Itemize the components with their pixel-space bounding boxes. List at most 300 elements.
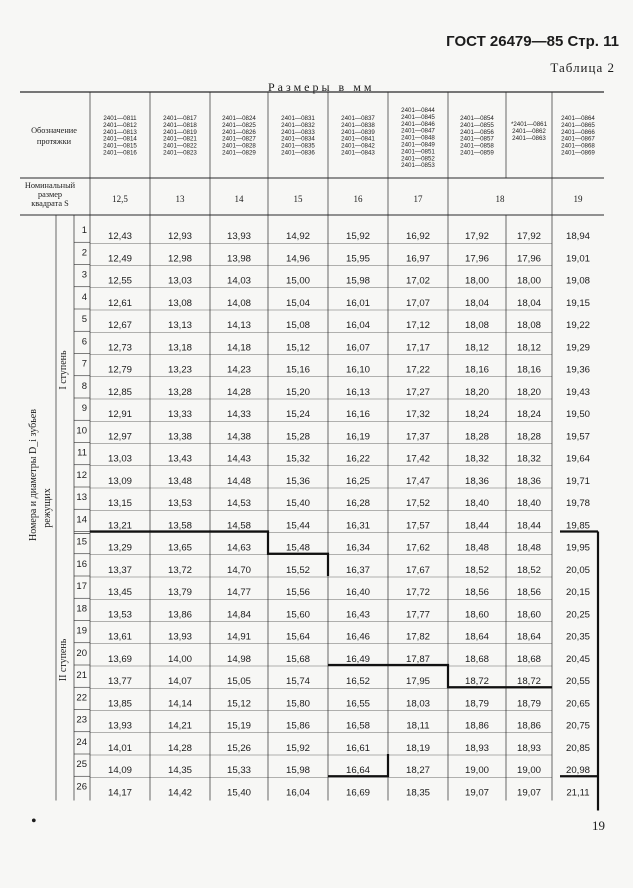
column-code: 2401—0848 <box>401 134 435 142</box>
column-code: 2401—0814 <box>103 135 137 143</box>
label-nominal-line2: размер <box>37 190 63 199</box>
label-nominal-line1: Номинальный <box>24 181 76 190</box>
cell-value: 15,19 <box>226 720 252 732</box>
cell-value: 17,42 <box>405 453 431 465</box>
cell-value: 16,92 <box>405 231 431 242</box>
column-code: 2401—0829 <box>222 149 256 157</box>
row-index: 14 <box>76 514 87 526</box>
cell-value: 18,36 <box>516 475 542 487</box>
column-code: 2401—0843 <box>341 149 375 157</box>
row-index: 3 <box>81 269 87 281</box>
cell-value: 18,48 <box>464 542 490 554</box>
column-code: 2401—0822 <box>163 142 197 150</box>
cell-value: 17,77 <box>405 609 431 621</box>
table-label: Таблица 2 <box>550 60 615 75</box>
column-code: 2401—0841 <box>341 135 375 143</box>
cell-value: 18,72 <box>464 676 490 687</box>
cell-value: 18,28 <box>464 431 490 443</box>
cell-value: 18,94 <box>565 231 591 242</box>
cell-value: 13,13 <box>167 320 193 331</box>
cell-value: 16,64 <box>345 765 371 776</box>
cell-value: 14,43 <box>226 453 252 465</box>
column-code: 2401—0827 <box>222 135 256 143</box>
cell-value: 17,52 <box>405 498 431 509</box>
cell-value: 18,86 <box>464 720 490 732</box>
cell-value: 13,65 <box>167 542 193 554</box>
cell-value: 21,11 <box>566 787 590 799</box>
column-size: 17 <box>413 194 423 204</box>
cell-value: 15,95 <box>345 253 371 265</box>
cell-value: 17,87 <box>405 653 431 665</box>
row-index: 7 <box>81 358 87 370</box>
cell-value: 16,69 <box>345 787 371 799</box>
column-code: 2401—0819 <box>163 128 197 136</box>
cell-value: 13,09 <box>107 475 133 487</box>
column-code: 2401—0826 <box>222 128 256 136</box>
cell-value: 15,26 <box>226 742 252 754</box>
column-code: 2401—0844 <box>401 107 435 114</box>
cell-value: 15,08 <box>285 320 311 331</box>
cell-value: 14,07 <box>167 676 193 687</box>
cell-value: 18,48 <box>516 542 542 554</box>
cell-value: 15,52 <box>285 564 311 576</box>
cell-value: 18,24 <box>464 409 490 420</box>
cell-value: 20,45 <box>565 653 591 665</box>
cell-value: 18,03 <box>405 698 431 710</box>
cell-value: 14,17 <box>107 787 133 799</box>
row-index: 26 <box>76 781 87 793</box>
cell-value: 19,22 <box>565 320 591 331</box>
cell-value: 16,43 <box>345 609 371 621</box>
column-size: 13 <box>175 194 185 204</box>
cell-value: 14,08 <box>226 297 252 309</box>
label-cutting: режущих <box>42 488 53 528</box>
cell-value: 17,37 <box>405 431 431 443</box>
cell-value: 20,98 <box>565 765 591 776</box>
cell-value: 16,04 <box>285 787 311 799</box>
cell-value: 13,33 <box>167 409 193 420</box>
cell-value: 16,97 <box>405 253 431 265</box>
cell-value: 15,60 <box>285 609 311 621</box>
column-code: 2401—0846 <box>401 120 435 128</box>
cell-value: 16,58 <box>345 720 371 732</box>
label-tooth-numbers: Номера и диаметры D_i зубьев <box>28 409 39 541</box>
column-size: 12,5 <box>112 194 128 204</box>
cell-value: 18,40 <box>464 498 490 509</box>
cell-value: 14,33 <box>226 409 252 420</box>
cell-value: 15,24 <box>285 409 311 420</box>
cell-value: 13,03 <box>107 453 133 465</box>
cell-value: 15,98 <box>345 275 371 287</box>
cell-value: 14,58 <box>226 520 252 532</box>
cell-value: 17,62 <box>405 542 431 554</box>
cell-value: 13,29 <box>107 542 133 554</box>
cell-value: 15,12 <box>226 698 252 710</box>
cell-value: 13,58 <box>167 520 193 532</box>
cell-value: 15,98 <box>285 765 311 776</box>
cell-value: 18,68 <box>516 653 542 665</box>
label-designation-line2: протяжки <box>36 137 72 146</box>
cell-value: 13,93 <box>226 231 252 242</box>
cell-value: 13,69 <box>107 653 133 665</box>
column-code: 2401—0837 <box>341 115 375 122</box>
row-index: 4 <box>81 291 87 303</box>
column-code: 2401—0817 <box>163 115 197 122</box>
cell-value: 13,08 <box>167 297 193 309</box>
column-code: 2401—0825 <box>222 121 256 129</box>
row-index: 10 <box>76 425 87 437</box>
cell-value: 17,12 <box>405 320 431 331</box>
cell-value: 17,22 <box>405 364 431 376</box>
cell-value: 18,60 <box>464 609 490 621</box>
cell-value: 18,20 <box>516 386 542 398</box>
cell-value: 19,43 <box>565 386 591 398</box>
cell-value: 20,55 <box>565 676 591 687</box>
column-code: 2401—0863 <box>512 134 546 142</box>
column-code: 2401—0811 <box>103 115 137 122</box>
cell-value: 18,27 <box>405 765 431 776</box>
cell-value: 14,70 <box>226 564 252 576</box>
cell-value: 14,09 <box>107 765 133 776</box>
row-index: 1 <box>81 225 87 236</box>
cell-value: 16,52 <box>345 676 371 687</box>
cell-value: 14,63 <box>226 542 252 554</box>
column-code: 2401—0833 <box>281 128 315 136</box>
cell-value: 16,37 <box>345 564 371 576</box>
cell-value: 14,14 <box>167 698 193 710</box>
column-code: 2401—0839 <box>341 128 375 136</box>
cell-value: 17,07 <box>405 297 431 309</box>
column-code: 2401—0858 <box>460 142 494 150</box>
column-code: 2401—0824 <box>222 115 256 122</box>
cell-value: 15,92 <box>345 231 371 242</box>
row-index: 9 <box>81 403 87 414</box>
cell-value: 13,85 <box>107 698 133 710</box>
cell-value: 16,16 <box>345 409 371 420</box>
column-code: 2401—0818 <box>163 121 197 129</box>
cell-value: 17,82 <box>405 631 431 643</box>
cell-value: 15,33 <box>226 765 252 776</box>
row-index: 24 <box>76 736 87 748</box>
cell-value: 14,00 <box>167 653 193 665</box>
cell-value: 16,22 <box>345 453 371 465</box>
column-code: 2401—0862 <box>512 127 546 135</box>
column-code: 2401—0845 <box>401 113 435 121</box>
column-code: 2401—0842 <box>341 142 375 150</box>
row-index: 11 <box>77 447 87 459</box>
column-code: 2401—0812 <box>103 121 137 129</box>
cell-value: 18,24 <box>516 409 542 420</box>
cell-value: 12,85 <box>107 386 133 398</box>
column-code: 2401—0815 <box>103 142 137 150</box>
cell-value: 14,35 <box>167 765 193 776</box>
cell-value: 19,07 <box>464 787 490 799</box>
cell-value: 20,35 <box>565 631 591 643</box>
cell-value: 18,00 <box>516 275 542 287</box>
cell-value: 16,46 <box>345 631 371 643</box>
cell-value: 19,01 <box>565 253 591 265</box>
column-code: 2401—0823 <box>163 149 197 157</box>
cell-value: 18,28 <box>516 431 542 443</box>
cell-value: 19,29 <box>565 342 591 354</box>
column-size: 19 <box>573 194 583 204</box>
cell-value: 16,31 <box>345 520 371 532</box>
row-index: 25 <box>76 759 87 770</box>
cell-value: 15,16 <box>285 364 311 376</box>
cell-value: 14,18 <box>226 342 252 354</box>
cell-value: 14,21 <box>167 720 193 732</box>
cell-value: 19,15 <box>565 297 591 309</box>
cell-value: 14,96 <box>285 253 311 265</box>
column-code: 2401—0865 <box>561 121 595 129</box>
cell-value: 14,28 <box>226 386 252 398</box>
column-code: 2401—0836 <box>281 149 315 157</box>
cell-value: 12,97 <box>107 431 133 443</box>
cell-value: 19,50 <box>565 409 591 420</box>
cell-value: 16,01 <box>345 297 371 309</box>
column-code: 2401—0856 <box>460 128 494 136</box>
column-code: 2401—0828 <box>222 142 256 150</box>
cell-value: 14,42 <box>167 787 193 799</box>
cell-value: 15,80 <box>285 698 311 710</box>
column-code: 2401—0834 <box>281 135 315 143</box>
cell-value: 16,19 <box>345 431 371 443</box>
cell-value: 14,28 <box>167 742 193 754</box>
cell-value: 18,20 <box>464 386 490 398</box>
row-index: 15 <box>76 536 87 548</box>
cell-value: 18,08 <box>516 320 542 331</box>
row-index: 22 <box>76 692 87 704</box>
cell-value: 13,79 <box>167 587 193 598</box>
cell-value: 15,28 <box>285 431 311 443</box>
label-stage-1: I ступень <box>58 350 69 390</box>
cell-value: 16,40 <box>345 587 371 598</box>
cell-value: 16,61 <box>345 742 371 754</box>
cell-value: 13,03 <box>167 275 193 287</box>
cell-value: 17,27 <box>405 386 431 398</box>
page-number: 19 <box>592 818 605 833</box>
cell-value: 14,03 <box>226 275 252 287</box>
cell-value: 20,15 <box>565 587 591 598</box>
footer-bullet: • <box>31 813 37 830</box>
column-code: *2401—0861 <box>510 121 548 128</box>
row-index: 12 <box>76 469 87 481</box>
cell-value: 16,10 <box>345 364 371 376</box>
cell-value: 14,38 <box>226 431 252 443</box>
cell-value: 15,32 <box>285 453 311 465</box>
cell-value: 18,04 <box>516 297 542 309</box>
cell-value: 15,48 <box>285 542 311 554</box>
cell-value: 15,86 <box>285 720 311 732</box>
cell-value: 18,40 <box>516 498 542 509</box>
row-index: 6 <box>81 336 87 348</box>
column-code: 2401—0849 <box>401 141 435 149</box>
cell-value: 13,86 <box>167 609 193 621</box>
label-stage-2: II ступень <box>58 638 69 682</box>
column-code: 2401—0851 <box>401 148 435 156</box>
column-code: 2401—0859 <box>460 149 494 157</box>
row-index: 18 <box>76 603 87 615</box>
row-index: 20 <box>76 647 87 659</box>
sizes-caption: Размеры в мм <box>268 80 375 94</box>
label-nominal-line3: квадрата S <box>31 199 69 208</box>
cell-value: 17,57 <box>405 520 431 532</box>
cell-value: 18,44 <box>464 520 490 532</box>
cell-value: 18,12 <box>464 342 490 354</box>
cell-value: 18,64 <box>464 631 490 643</box>
cell-value: 18,68 <box>464 653 490 665</box>
cell-value: 13,38 <box>167 431 193 443</box>
column-code: 2401—0869 <box>561 149 595 157</box>
cell-value: 13,45 <box>107 587 133 598</box>
column-code: 2401—0855 <box>460 121 494 129</box>
column-code: 2401—0838 <box>341 121 375 129</box>
cell-value: 17,92 <box>464 231 490 242</box>
cell-value: 14,01 <box>107 742 133 754</box>
cell-value: 19,78 <box>565 498 591 509</box>
column-code: 2401—0853 <box>401 162 435 170</box>
cell-value: 13,72 <box>167 564 193 576</box>
cell-value: 14,48 <box>226 475 252 487</box>
cell-value: 15,12 <box>285 342 311 354</box>
cell-value: 15,36 <box>285 475 311 487</box>
cell-value: 16,34 <box>345 542 371 554</box>
column-size: 15 <box>293 194 303 204</box>
cell-value: 13,23 <box>167 364 193 376</box>
cell-value: 18,93 <box>464 742 490 754</box>
cell-value: 12,55 <box>107 275 133 287</box>
cell-value: 19,07 <box>516 787 542 799</box>
cell-value: 17,67 <box>405 564 431 576</box>
cell-value: 19,00 <box>464 765 490 776</box>
label-designation-line1: Обозначение <box>31 126 77 135</box>
cell-value: 16,07 <box>345 342 371 354</box>
cell-value: 15,56 <box>285 587 311 598</box>
cell-value: 17,96 <box>516 253 542 265</box>
cell-value: 14,92 <box>285 231 311 242</box>
cell-value: 14,84 <box>226 609 252 621</box>
cell-value: 20,25 <box>565 609 591 621</box>
cell-value: 13,53 <box>167 498 193 509</box>
cell-value: 18,79 <box>516 698 542 710</box>
cell-value: 18,36 <box>464 475 490 487</box>
cell-value: 19,95 <box>565 542 591 554</box>
column-size: 16 <box>353 194 363 204</box>
column-code: 2401—0866 <box>561 128 595 136</box>
column-size: 18 <box>495 194 505 204</box>
cell-value: 14,77 <box>226 587 252 598</box>
row-index: 13 <box>76 492 87 503</box>
cell-value: 12,43 <box>107 231 133 242</box>
cell-value: 13,43 <box>167 453 193 465</box>
cell-value: 18,16 <box>516 364 542 376</box>
cell-value: 17,72 <box>405 587 431 598</box>
row-index: 19 <box>76 625 87 637</box>
cell-value: 18,12 <box>516 342 542 354</box>
cell-value: 15,68 <box>285 653 311 665</box>
cell-value: 18,60 <box>516 609 542 621</box>
cell-value: 13,37 <box>107 564 133 576</box>
cell-value: 19,71 <box>565 475 591 487</box>
cell-value: 15,74 <box>285 676 311 687</box>
cell-value: 14,13 <box>226 320 252 331</box>
cell-value: 15,64 <box>285 631 311 643</box>
row-index: 8 <box>81 380 87 392</box>
cell-value: 14,98 <box>226 653 252 665</box>
cell-value: 18,11 <box>406 720 430 732</box>
cell-value: 14,23 <box>226 364 252 376</box>
cell-value: 17,96 <box>464 253 490 265</box>
cell-value: 13,21 <box>107 520 133 532</box>
row-index: 17 <box>76 581 87 592</box>
cell-value: 12,93 <box>167 231 193 242</box>
cell-value: 13,77 <box>107 676 133 687</box>
cell-value: 15,40 <box>226 787 252 799</box>
column-code: 2401—0821 <box>163 135 197 143</box>
cell-value: 18,56 <box>464 587 490 598</box>
cell-value: 20,85 <box>565 742 591 754</box>
cell-value: 18,52 <box>516 564 542 576</box>
cell-value: 18,79 <box>464 698 490 710</box>
column-size: 14 <box>234 194 244 204</box>
cell-value: 13,48 <box>167 475 193 487</box>
cell-value: 16,28 <box>345 498 371 509</box>
cell-value: 18,32 <box>516 453 542 465</box>
cell-value: 17,95 <box>405 676 431 687</box>
cell-value: 13,98 <box>226 253 252 265</box>
row-index: 2 <box>81 247 87 259</box>
cell-value: 19,57 <box>565 431 591 443</box>
cell-value: 18,00 <box>464 275 490 287</box>
cell-value: 20,65 <box>565 698 591 710</box>
cell-value: 13,28 <box>167 386 193 398</box>
cell-value: 16,25 <box>345 475 371 487</box>
cell-value: 18,19 <box>405 742 431 754</box>
column-code: 2401—0867 <box>561 135 595 143</box>
cell-value: 13,93 <box>167 631 193 643</box>
cell-value: 18,56 <box>516 587 542 598</box>
row-index: 16 <box>76 558 87 570</box>
cell-value: 15,92 <box>285 742 311 754</box>
row-index: 5 <box>81 314 87 325</box>
cell-value: 17,17 <box>405 342 431 354</box>
cell-value: 12,67 <box>107 320 133 331</box>
row-index: 21 <box>76 670 87 681</box>
column-code: 2401—0852 <box>401 155 435 163</box>
cell-value: 16,13 <box>345 386 371 398</box>
cell-value: 16,04 <box>345 320 371 331</box>
cell-value: 18,52 <box>464 564 490 576</box>
column-code: 2401—0816 <box>103 149 137 157</box>
cell-value: 17,02 <box>405 275 431 287</box>
row-index: 23 <box>76 714 87 726</box>
cell-value: 17,92 <box>516 231 542 242</box>
column-code: 2401—0864 <box>561 115 595 122</box>
column-code: 2401—0868 <box>561 142 595 150</box>
cell-value: 15,05 <box>226 676 252 687</box>
cell-value: 16,49 <box>345 653 371 665</box>
cell-value: 12,49 <box>107 253 133 265</box>
cell-value: 14,53 <box>226 498 252 509</box>
cell-value: 18,86 <box>516 720 542 732</box>
cell-value: 18,64 <box>516 631 542 643</box>
cell-value: 12,91 <box>107 409 133 420</box>
cell-value: 15,04 <box>285 297 311 309</box>
column-code: 2401—0832 <box>281 121 315 129</box>
cell-value: 19,08 <box>565 275 591 287</box>
cell-value: 18,72 <box>516 676 542 687</box>
cell-value: 15,00 <box>285 275 311 287</box>
